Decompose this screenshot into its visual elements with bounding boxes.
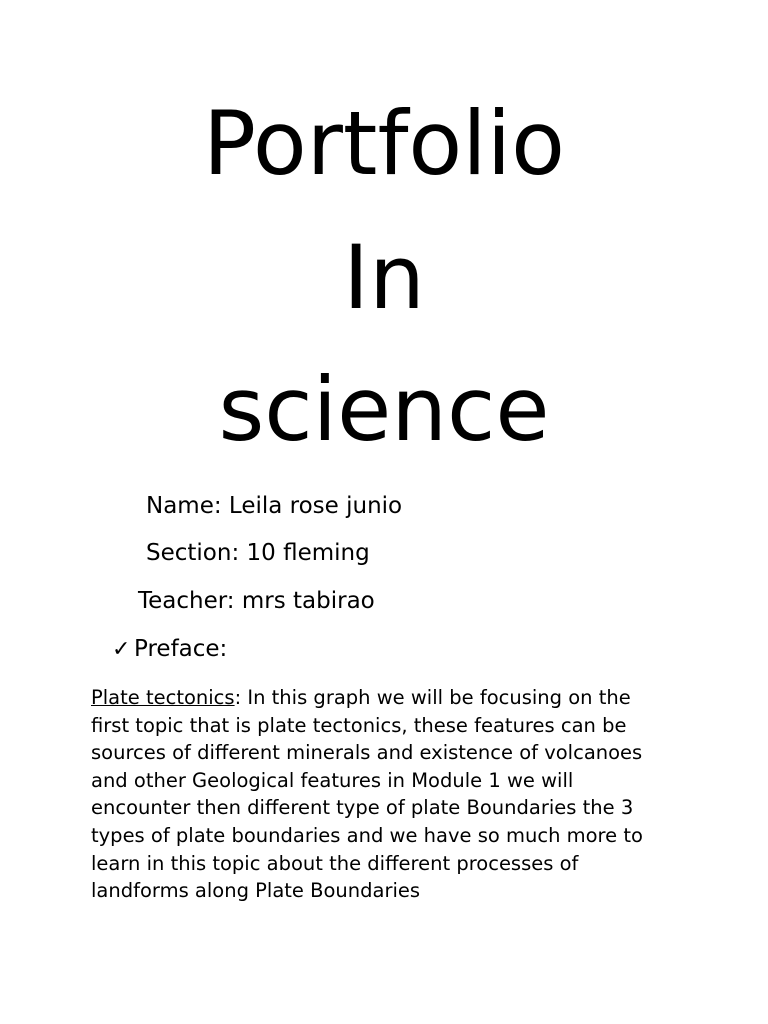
paragraph-line: encounter then different type of plate Boundaries the 3 <box>91 796 634 820</box>
title-line-science: science <box>218 358 550 461</box>
student-section: Section: 10 fleming <box>146 540 370 566</box>
checkmark-icon: ✓ <box>112 637 131 662</box>
paragraph-line-1-text: : In this graph we will be focusing on the <box>234 686 631 709</box>
paragraph-heading-plate-tectonics: Plate tectonics <box>91 686 235 709</box>
teacher-name: Teacher: mrs tabirao <box>138 588 375 614</box>
student-name: Name: Leila rose junio <box>146 493 403 519</box>
paragraph-line: sources of different minerals and existence of volcanoes <box>91 741 643 765</box>
paragraph-line: learn in this topic about the different processes of <box>91 851 579 875</box>
paragraph-line: and other Geological features in Module 1 we will <box>91 768 574 792</box>
paragraph-line: landforms along Plate Boundaries <box>91 879 421 903</box>
preface-heading <box>112 638 227 661</box>
paragraph-line: types of plate boundaries and we have so much more to <box>91 823 643 847</box>
paragraph-line: first topic that is plate tectonics, these features can be <box>91 713 627 737</box>
title-line-portfolio: Portfolio <box>202 92 565 195</box>
title-line-in: In <box>343 226 425 329</box>
paragraph-line <box>91 684 691 712</box>
preface-label: Preface: <box>134 636 228 662</box>
preface-paragraph <box>91 684 691 905</box>
